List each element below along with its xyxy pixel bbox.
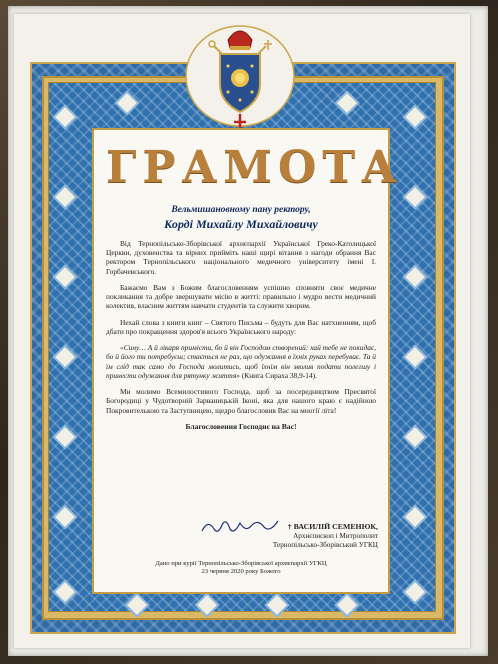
salutation — [106, 205, 376, 232]
certificate-title: ГРАМОТА — [106, 142, 403, 193]
recipient-name: Корді Михайлу Михайловичу — [164, 216, 318, 231]
signer-name: † ВАСИЛІЙ СЕМЕНЮК, — [287, 522, 378, 531]
issued-date: 23 червня 2020 року Божого — [201, 568, 281, 576]
paragraph-congratulation: Від Тернопільсько-Зборівської архиєпархії Української Греко-Католицької Церкви, духовенства та вірних прийміть наші щирі вітання з нагоди обрання Вас ректором Тернопільського національного медичного університету імені І. Горбачевського. — [106, 238, 376, 276]
scripture-quote — [106, 343, 376, 380]
paragraph-wishes: Бажаємо Вам з Божим благословенням успішно сповняти своє медичне покликання та добре звершувати місію в житті: правильно і мудро вести медичний колектив, власним життям навчати студентів та служити хворим. — [106, 282, 376, 311]
issued-place: Дано при курії Тернопільсько-Зборівської архиєпархії УГКЦ — [155, 560, 327, 567]
paragraph-scripture-intro: Нехай слова з книги книг – Святого Письма – будуть для Вас натхненням, щоб дбати про покращення здоров'я всього Українського народу: — [106, 317, 376, 336]
blessing-line: Благословення Господнє на Вас! — [185, 421, 297, 431]
signer-title-2: Тернопільсько-Зборівський УГКЦ — [272, 540, 378, 549]
signature-block — [273, 522, 378, 550]
handwritten-signature — [200, 515, 280, 537]
paragraph-prayer: Ми молимо Всемилостивого Господа, щоб за посередництвом Пресвятої Богородиці у Чудотворній Зарваницькій Іконі, яка для нашого краю є надійною Покровителькою та Заступницею, щедро благословив Вас на многії літа! — [106, 387, 376, 415]
signer-title-1: Архиєпископ і Митрополит — [293, 531, 378, 540]
quote-reference: (Книга Сираха 38,9-14). — [241, 370, 317, 380]
certificate-text-panel — [92, 128, 403, 594]
archeparchy-crest-icon — [184, 18, 296, 140]
salutation-line-1: Вельмишановному пану ректору, — [171, 205, 311, 215]
issued-note — [94, 560, 388, 576]
quote-text: «Сину… А й лікаря примісти, бо й він Господом створений: хай тебе не покидає, бо й його ти потребуєш; стається не раз, що одужання в їхніх руках перебуває. Та й їм слід так само до Господа молитись, щоб їхнім він зволив подати полегшу і принести одужання для рятунку життя» — [106, 343, 376, 380]
